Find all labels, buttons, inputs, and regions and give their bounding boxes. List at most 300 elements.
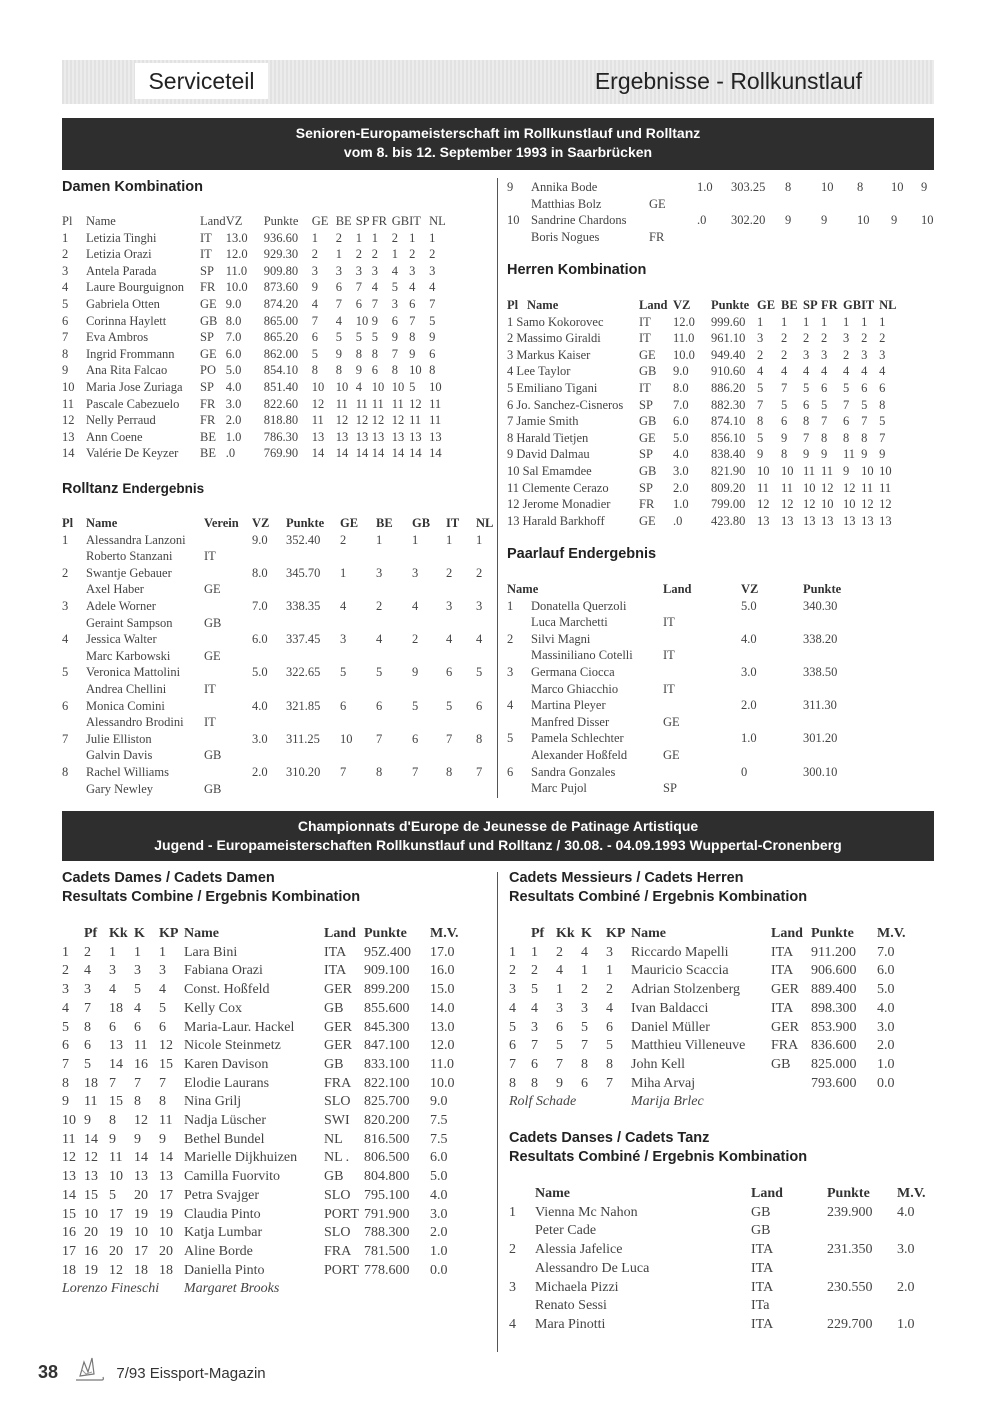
table-cell: 4	[371, 280, 378, 295]
table-cell: Camilla Fuorvito	[184, 1169, 281, 1185]
table-cell: 6	[84, 1038, 91, 1054]
table-cell: 2	[879, 331, 886, 346]
column-header: SP	[355, 214, 370, 228]
table-cell: 13	[84, 1169, 98, 1185]
table-cell: 851.40	[263, 379, 299, 394]
table-cell: ITA	[771, 944, 794, 960]
table-cell: 7	[509, 1056, 516, 1072]
table-cell: 2	[507, 631, 514, 646]
table-cell: 5	[376, 665, 383, 680]
table-cell: Gabriela Otten	[86, 296, 160, 311]
table-cell: 10	[861, 463, 874, 478]
cadets-tanz-table	[509, 1185, 937, 1335]
table-cell: 862.00	[263, 346, 299, 361]
column-header: M.V.	[877, 926, 906, 941]
table-cell: .0	[673, 513, 683, 528]
table-cell: 13	[757, 513, 770, 528]
table-cell: 3	[159, 963, 166, 979]
table-cell: 10	[891, 180, 904, 194]
table-cell: 17	[134, 1243, 148, 1259]
table-cell: 2.0	[741, 698, 757, 713]
table-cell: 8.0	[252, 565, 268, 580]
table-cell: 5.0	[877, 982, 895, 998]
cadets-dames-title1: Cadets Dames / Cadets Damen	[62, 870, 275, 886]
table-cell: 8	[861, 430, 868, 445]
column-header: FR	[821, 298, 838, 312]
table-cell: Fabiana Orazi	[184, 963, 263, 979]
table-cell: 898.300	[811, 1000, 857, 1016]
table-cell: 1	[581, 963, 588, 979]
table-cell: GE	[204, 582, 221, 597]
table-cell: 788.300	[364, 1225, 410, 1241]
table-cell: GB	[771, 1056, 791, 1072]
table-cell: 4	[62, 632, 69, 647]
table-cell: 1	[781, 314, 788, 329]
table-cell: GE	[649, 196, 666, 211]
table-cell: 4	[412, 598, 419, 613]
table-cell: GB	[639, 364, 657, 379]
table-cell: 12.0	[225, 247, 248, 262]
table-row	[62, 1093, 470, 1112]
table-cell: 8	[476, 731, 483, 746]
table-cell: 9	[879, 447, 886, 462]
table-cell: 9	[159, 1131, 166, 1147]
table-row	[507, 780, 883, 797]
table-row	[62, 764, 500, 781]
table-cell: 1	[371, 230, 378, 245]
table-cell: 2	[409, 247, 416, 262]
table-row	[507, 647, 883, 664]
table-cell: 1.0	[225, 429, 242, 444]
column-header: K	[581, 926, 592, 941]
table-cell: 9	[62, 363, 69, 378]
table-cell: IT	[204, 681, 216, 696]
table-cell: 10	[757, 463, 770, 478]
table-row	[507, 598, 883, 615]
table-cell: 14	[62, 1187, 76, 1203]
table-cell: 10	[803, 480, 816, 495]
table-cell: 10	[311, 379, 325, 394]
table-row	[62, 230, 447, 247]
table-cell: GER	[324, 1038, 352, 1054]
table-row	[62, 1149, 470, 1168]
table-cell: Marc Pujol	[531, 781, 587, 796]
table-row	[507, 430, 897, 447]
table-cell: 10	[857, 213, 870, 228]
table-cell: 1	[376, 532, 383, 547]
senior-banner-line1: Senioren-Europameisterschaft im Rollkunstlauf und Rolltanz	[295, 125, 701, 141]
table-row	[62, 565, 500, 582]
table-cell: 2	[62, 565, 69, 580]
table-cell: 6.0	[252, 632, 268, 647]
table-cell: 2	[757, 347, 764, 362]
table-cell: GER	[771, 982, 799, 998]
table-cell: 2	[429, 247, 436, 262]
table-cell: 230.550	[827, 1279, 873, 1295]
cadets-herren-table	[509, 925, 917, 1112]
table-row	[62, 1262, 470, 1281]
herren-table	[507, 297, 897, 529]
table-cell: 322.65	[286, 665, 321, 680]
table-cell: 10	[340, 731, 353, 746]
column-header: Land	[200, 214, 226, 228]
table-cell: GB	[204, 781, 222, 796]
table-cell: Petra Svajger	[184, 1187, 260, 1203]
table-cell: 1	[412, 532, 419, 547]
table-row	[62, 313, 447, 330]
table-cell: 10	[821, 497, 834, 512]
table-cell: GB	[324, 1056, 344, 1072]
column-header: KP	[606, 926, 626, 941]
table-row	[509, 1037, 917, 1056]
table-cell: 9	[371, 313, 378, 328]
table-cell: 3	[509, 982, 516, 998]
column-header: VZ	[741, 582, 759, 596]
table-cell: 4	[376, 632, 383, 647]
table-cell: 4.0	[897, 1204, 915, 1220]
damen-table	[62, 213, 447, 462]
signature: Lorenzo Fineschi	[62, 1281, 160, 1297]
table-cell: 12	[781, 497, 794, 512]
table-cell: 4	[429, 280, 436, 295]
column-header: IT	[409, 214, 421, 228]
table-cell: FR	[200, 396, 216, 411]
table-cell: 4	[109, 982, 116, 998]
table-cell: FRA	[324, 1243, 352, 1259]
table-cell: Letizia Tinghi	[86, 230, 157, 245]
table-cell: 3	[556, 1000, 563, 1016]
table-cell: 6	[412, 731, 419, 746]
table-cell: 1.0	[697, 180, 713, 194]
table-cell: 12	[109, 1262, 123, 1278]
table-row	[507, 730, 883, 747]
table-cell: 13	[371, 429, 385, 444]
cadets-dames-table	[62, 925, 470, 1299]
table-cell: Martina Pleyer	[531, 698, 606, 713]
table-row	[62, 631, 500, 648]
table-cell: 999.60	[711, 314, 746, 329]
table-cell: 7	[62, 330, 69, 345]
table-cell: Ann Coene	[86, 429, 143, 444]
table-cell: 781.500	[364, 1243, 410, 1259]
table-cell: 3	[581, 1000, 588, 1016]
table-cell: 2.0	[225, 413, 242, 428]
column-header: Punkte	[364, 926, 407, 941]
table-cell: 1	[109, 944, 116, 960]
table-cell: 7	[476, 764, 483, 779]
column-header: GE	[340, 516, 359, 530]
page-number: 38	[38, 1362, 59, 1382]
table-cell: 5	[861, 397, 868, 412]
table-cell: Claudia Pinto	[184, 1206, 261, 1222]
table-cell: 2	[84, 944, 91, 960]
table-cell: 16	[62, 1225, 76, 1241]
table-cell: 1	[556, 982, 563, 998]
table-cell: Antela Parada	[86, 263, 157, 278]
table-cell: 865.00	[263, 313, 299, 328]
table-cell: 909.100	[364, 963, 410, 979]
table-cell: 865.20	[263, 330, 299, 345]
table-cell: 10	[62, 379, 75, 394]
table-cell: 9	[891, 213, 898, 228]
table-cell: 2	[843, 347, 850, 362]
table-cell: 6	[821, 380, 828, 395]
column-header	[509, 925, 531, 944]
table-cell: Silvi Magni	[531, 631, 591, 646]
table-row	[62, 731, 500, 748]
table-cell: 3	[412, 565, 419, 580]
table-row	[507, 380, 897, 397]
senior-banner-line2: vom 8. bis 12. September 1993 in Saarbrücken	[343, 144, 653, 160]
table-cell: IT	[639, 314, 651, 329]
table-cell: 2.0	[673, 480, 689, 495]
table-cell: 19	[159, 1206, 173, 1222]
table-cell: 10.0	[673, 347, 695, 362]
table-row	[507, 413, 897, 430]
table-cell: 3	[335, 263, 342, 278]
table-cell: 13 Harald Barkhoff	[507, 513, 605, 528]
column-header: GB	[412, 516, 431, 530]
table-cell: 7 Jamie Smith	[507, 414, 579, 429]
table-cell: 8	[355, 346, 362, 361]
table-cell: Marc Karbowski	[86, 648, 171, 663]
table-cell: Roberto Stanzani	[86, 549, 173, 564]
table-row	[62, 981, 470, 1000]
table-cell: 16.0	[430, 963, 455, 979]
table-cell: 786.30	[263, 429, 299, 444]
table-cell: 793.600	[811, 1075, 857, 1091]
table-cell: Daniella Pinto	[184, 1262, 265, 1278]
table-cell: 6	[509, 1038, 516, 1054]
table-cell: 1 Samo Kokorovec	[507, 314, 604, 329]
senior-banner	[62, 118, 934, 170]
table-cell: 5.0	[225, 363, 242, 378]
table-cell: 13	[311, 429, 325, 444]
table-cell: 229.700	[827, 1316, 873, 1332]
table-cell: 882.30	[711, 397, 746, 412]
table-cell: 3	[311, 263, 318, 278]
table-cell: Alessandro Brodini	[86, 715, 184, 730]
table-row	[62, 1056, 470, 1075]
table-row	[509, 1279, 937, 1298]
table-cell: 820.200	[364, 1113, 410, 1129]
table-cell: 7.0	[252, 598, 268, 613]
table-cell: 2.0	[430, 1225, 448, 1241]
table-row	[62, 532, 500, 549]
table-cell: 13	[355, 429, 369, 444]
column-header: FR	[371, 214, 387, 228]
table-cell	[897, 1297, 937, 1316]
table-cell: 9	[821, 213, 828, 228]
table-cell: 17	[62, 1243, 76, 1259]
table-cell: 822.60	[263, 396, 299, 411]
table-cell: 4.0	[252, 698, 268, 713]
table-cell: 6.0	[877, 963, 895, 979]
table-cell: Pamela Schlechter	[531, 731, 624, 746]
table-cell: 4	[803, 364, 810, 379]
table-cell: GB	[200, 313, 218, 328]
table-row	[509, 1075, 917, 1094]
table-cell: 3	[429, 263, 436, 278]
table-cell: ITA	[771, 963, 794, 979]
table-cell: Luca Marchetti	[531, 615, 608, 630]
table-cell: 14	[409, 446, 422, 461]
table-cell: 11 Clemente Cerazo	[507, 480, 609, 495]
table-cell: 7	[879, 430, 886, 445]
table-cell: 9	[84, 1113, 91, 1129]
table-cell: 5	[355, 330, 362, 345]
table-cell	[509, 1297, 535, 1316]
table-cell: 3	[531, 1019, 538, 1035]
table-cell: Daniel Müller	[631, 1019, 710, 1035]
table-cell: 853.900	[811, 1019, 857, 1035]
table-cell: 2	[803, 331, 810, 346]
table-cell: 13	[134, 1169, 148, 1185]
table-cell: Geraint Sampson	[86, 615, 173, 630]
table-cell: 5	[509, 1019, 516, 1035]
table-cell: 10	[371, 379, 385, 394]
table-cell: 4	[821, 364, 828, 379]
table-cell: 7	[843, 397, 850, 412]
table-cell: 14.0	[430, 1000, 455, 1016]
table-row	[507, 212, 945, 229]
table-cell: 4	[62, 1000, 69, 1016]
table-cell: 6	[507, 764, 514, 779]
table-cell: 6 Jo. Sanchez-Cisneros	[507, 397, 624, 412]
table-cell: 5	[581, 1019, 588, 1035]
table-cell: FRA	[771, 1038, 799, 1054]
table-cell: 4	[531, 1000, 538, 1016]
rolltanz-title	[62, 481, 204, 497]
table-cell: 1	[821, 314, 828, 329]
table-row	[507, 196, 945, 213]
table-cell: 6	[62, 698, 69, 713]
table-cell: 2	[781, 331, 788, 346]
table-cell: 6	[861, 380, 868, 395]
table-cell: 833.100	[364, 1056, 410, 1072]
table-cell: 6	[134, 1019, 141, 1035]
table-cell: 9	[311, 280, 318, 295]
table-cell: 338.35	[286, 598, 321, 613]
table-cell: 10	[355, 313, 369, 328]
table-cell: SP	[200, 263, 214, 278]
table-cell: 18	[159, 1262, 173, 1278]
column-header: Pl	[507, 298, 519, 312]
table-cell: 11.0	[430, 1056, 454, 1072]
table-cell: 3	[861, 347, 868, 362]
table-cell: IT	[639, 331, 651, 346]
table-cell: 12.0	[673, 314, 695, 329]
table-cell: Swantje Gebauer	[86, 565, 172, 580]
table-cell: 8	[581, 1056, 588, 1072]
table-cell: 2	[509, 963, 516, 979]
table-row	[507, 363, 897, 380]
table-cell: 5	[335, 330, 342, 345]
table-row	[507, 614, 883, 631]
table-cell: 337.45	[286, 632, 321, 647]
table-cell: 4	[311, 296, 318, 311]
table-cell: 14	[429, 446, 442, 461]
table-cell: 12	[821, 480, 834, 495]
table-cell: 806.500	[364, 1150, 410, 1166]
table-cell: 5	[62, 296, 69, 311]
table-cell: 8.0	[225, 313, 242, 328]
table-row	[62, 615, 500, 632]
table-cell: 5	[531, 982, 538, 998]
table-cell: 10	[879, 463, 892, 478]
table-cell: Nicole Steinmetz	[184, 1038, 281, 1054]
table-cell: 4	[781, 364, 788, 379]
table-cell: IT	[663, 648, 675, 663]
table-cell: 2.0	[877, 1038, 895, 1054]
table-cell: 8	[391, 363, 398, 378]
column-header: VZ	[225, 214, 243, 228]
table-cell: 9.0	[225, 296, 242, 311]
table-cell: 12 Jerome Monadier	[507, 497, 611, 512]
table-cell: ITA	[324, 944, 347, 960]
column-header: Name	[527, 298, 559, 312]
table-row	[62, 379, 447, 396]
column-header: IT	[446, 516, 460, 530]
table-cell: 11	[803, 463, 816, 478]
table-cell	[509, 1260, 535, 1279]
table-cell: 936.60	[263, 230, 299, 245]
table-cell: IT	[204, 715, 216, 730]
table-cell: 7	[376, 731, 383, 746]
table-cell: 1	[507, 598, 514, 613]
table-cell: 3	[84, 982, 91, 998]
table-cell: 4	[509, 1000, 516, 1016]
table-row	[507, 179, 945, 196]
table-row	[509, 962, 917, 981]
table-cell: 10	[159, 1225, 173, 1241]
table-cell: 873.60	[263, 280, 299, 295]
table-cell: 8	[311, 363, 318, 378]
table-row	[62, 445, 447, 462]
table-cell: 6	[311, 330, 318, 345]
table-row	[62, 279, 447, 296]
table-cell: SP	[639, 397, 653, 412]
table-cell: 1.0	[673, 497, 689, 512]
table-cell: 11	[861, 480, 874, 495]
signature-row	[509, 1093, 917, 1112]
table-cell: 4	[355, 379, 362, 394]
table-cell: 5 Emiliano Tigani	[507, 380, 598, 395]
table-cell: 10	[335, 379, 349, 394]
table-cell: Michaela Pizzi	[535, 1279, 619, 1295]
signature-row	[62, 1280, 470, 1299]
table-cell: GE	[200, 296, 217, 311]
table-cell: 7.5	[430, 1131, 448, 1147]
table-cell: 4 Lee Taylor	[507, 364, 571, 379]
table-cell: 7	[556, 1056, 563, 1072]
table-cell: 300.10	[803, 764, 838, 779]
table-cell: 1	[62, 230, 69, 245]
table-cell: 15	[109, 1094, 123, 1110]
table-cell: 2	[335, 230, 342, 245]
table-cell: 4	[476, 632, 483, 647]
rolltanz-table-left	[62, 515, 500, 797]
column-header: Name	[631, 926, 666, 941]
table-row	[507, 314, 897, 331]
table-cell: FR	[200, 280, 216, 295]
table-cell: 5.0	[252, 665, 268, 680]
paarlauf-table	[507, 581, 883, 797]
table-cell: Riccardo Mapelli	[631, 944, 729, 960]
table-cell: ITA	[324, 963, 347, 979]
table-cell: Nina Grilj	[184, 1094, 242, 1110]
table-row	[62, 714, 500, 731]
